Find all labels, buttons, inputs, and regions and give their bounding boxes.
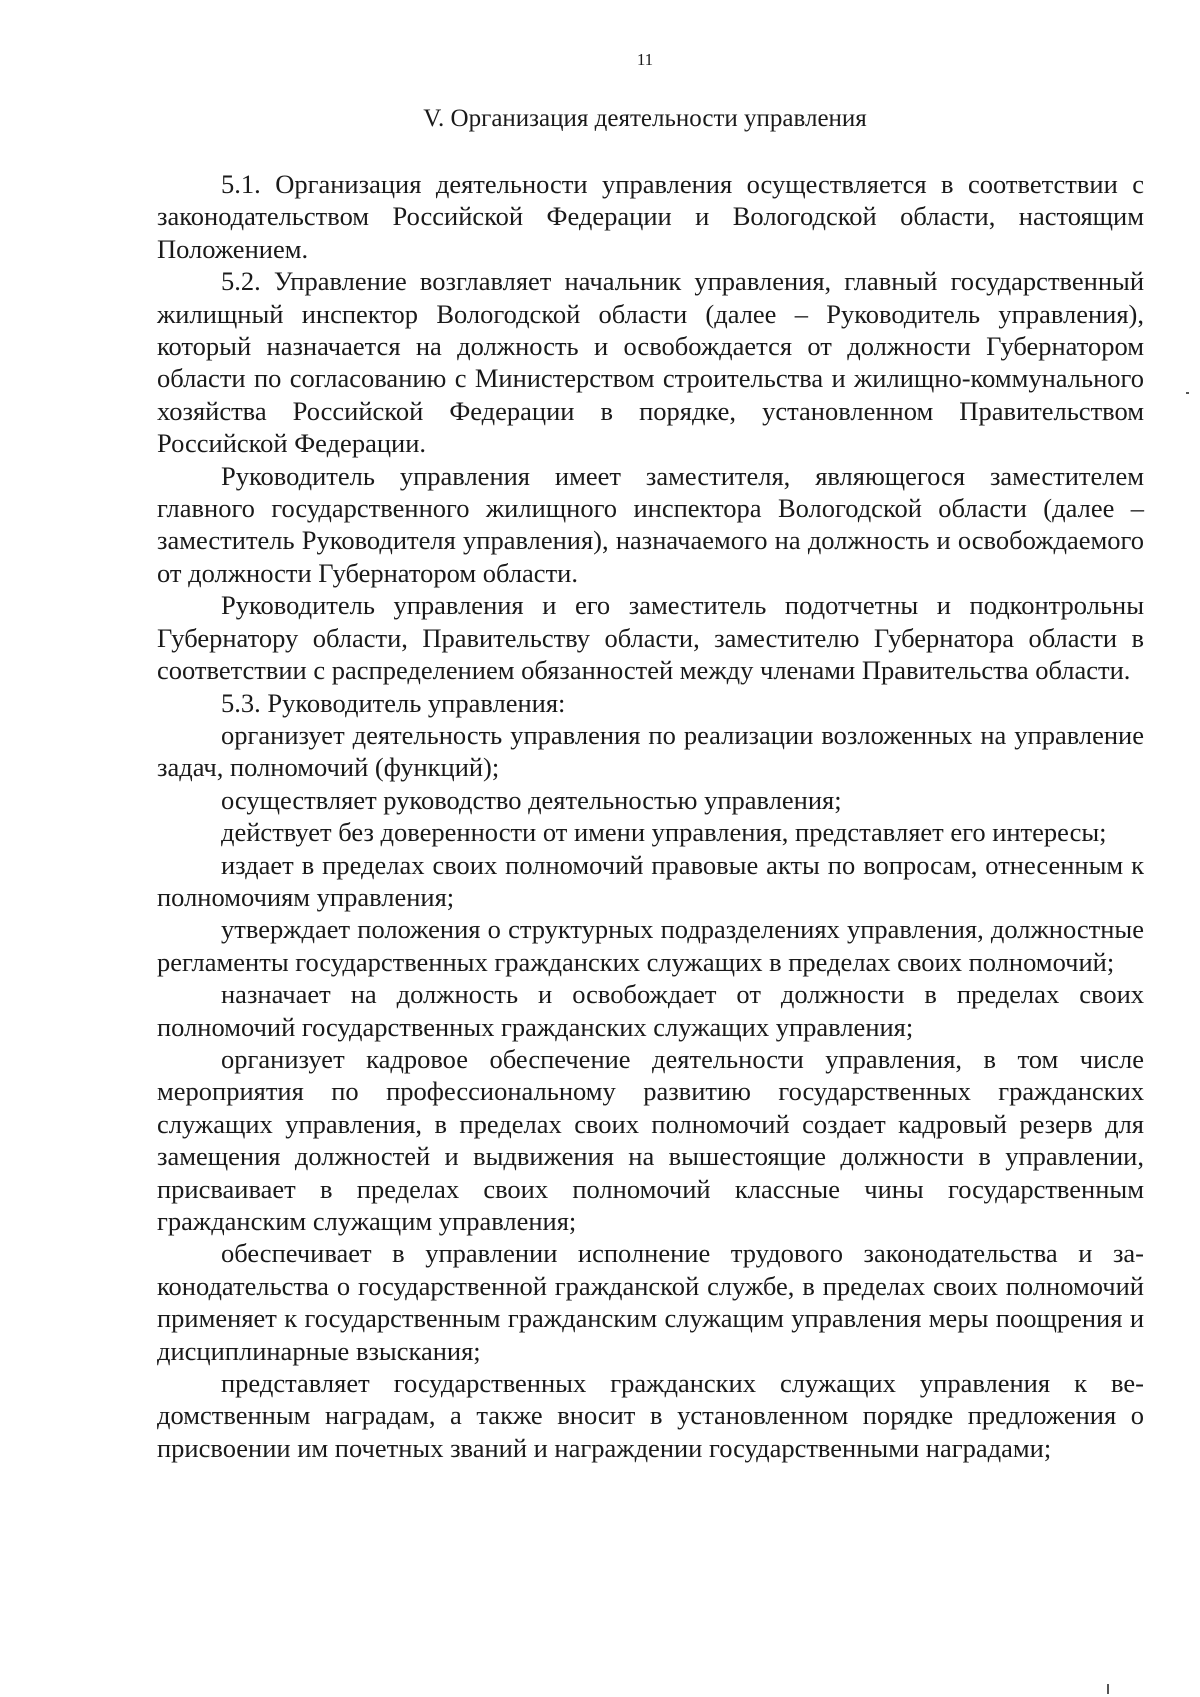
paragraph-5-3: 5.3. Руководитель управления: xyxy=(221,687,566,718)
list-item: организует деятельность управления по реализации возложенных на управление задач, полномочий (функций); xyxy=(157,719,1144,783)
list-item: утверждает положения о структурных подразделениях управления, должностные регламенты государственных гражданских служащих в пределах своих полномочий; xyxy=(157,914,1144,977)
list-item: организует кадровое обеспечение деятельности управления, в том числе мероприятия по профессиональному развитию государственных гражданских служащих управления, в пределах своих полномочий создает кадровый резерв для замещения должностей и выдвижения на вышестоящие должности в управлении, присваивает в пределах своих полномочий классные чины государственным гражданским служащим управления; xyxy=(157,1043,1144,1236)
list-item: действует без доверенности от имени управления, представляет его интересы; xyxy=(221,817,1107,848)
list-item: осуществляет руководство деятельностью управления; xyxy=(221,784,842,815)
section-heading: V. Организация деятельности управления xyxy=(423,105,867,132)
page-number: 11 xyxy=(636,50,654,69)
body-text xyxy=(157,168,1144,1464)
list-item: назначает на должность и освобождает от должности в пределах своих полномочий государственных гражданских служащих управления; xyxy=(157,979,1144,1042)
paragraph-5-1: 5.1. Организация деятельности управления осуществляется в соответствии с законодательством Российской Федерации и Вологодской области, настоящим Положением. xyxy=(157,169,1144,264)
scan-mark xyxy=(1107,1684,1109,1694)
list-item: издает в пределах своих полномочий правовые акты по вопросам, отнесенным к полномочиям управления; xyxy=(157,849,1144,912)
scan-mark xyxy=(1186,392,1189,394)
paragraph-deputy: Руководитель управления имеет заместителя, являющегося заместителем главного государственного жилищного инспектора Вологодской области (далее – заместитель Руководителя управления), назначаемого на должность и освобождаемого от должности Губернатором области. xyxy=(157,460,1144,588)
paragraph-accountability: Руководитель управления и его заместитель подотчетны и подконтрольны Губернатору области, Правительству области, заместителю Губернатора области в соответствии с распределением обязанностей между членами Правительства области. xyxy=(157,590,1144,686)
paragraph-5-2: 5.2. Управление возглавляет начальник управления, главный государственный жилищный инспектор Вологодской области (далее – Руководитель управления), который назначается на должность и освобождается от должности Губернатором области по согласованию с Министерством строительства и жилищно-коммунального хозяйства Российской Федерации в порядке, установленном Правительством Российской Федерации. xyxy=(157,266,1144,459)
list-item: обеспечивает в управлении исполнение трудового законодательства и законодательства о государственной гражданской службе, в пределах своих полномочий применяет к государственным гражданским служащим управления меры поощрения и дисциплинарные взыскания; xyxy=(157,1238,1144,1366)
list-item: представляет государственных гражданских служащих управления к ведомственным наградам, а также вносит в установленном порядке предложения о присвоении им почетных званий и награждении государственными наградами; xyxy=(157,1368,1144,1463)
